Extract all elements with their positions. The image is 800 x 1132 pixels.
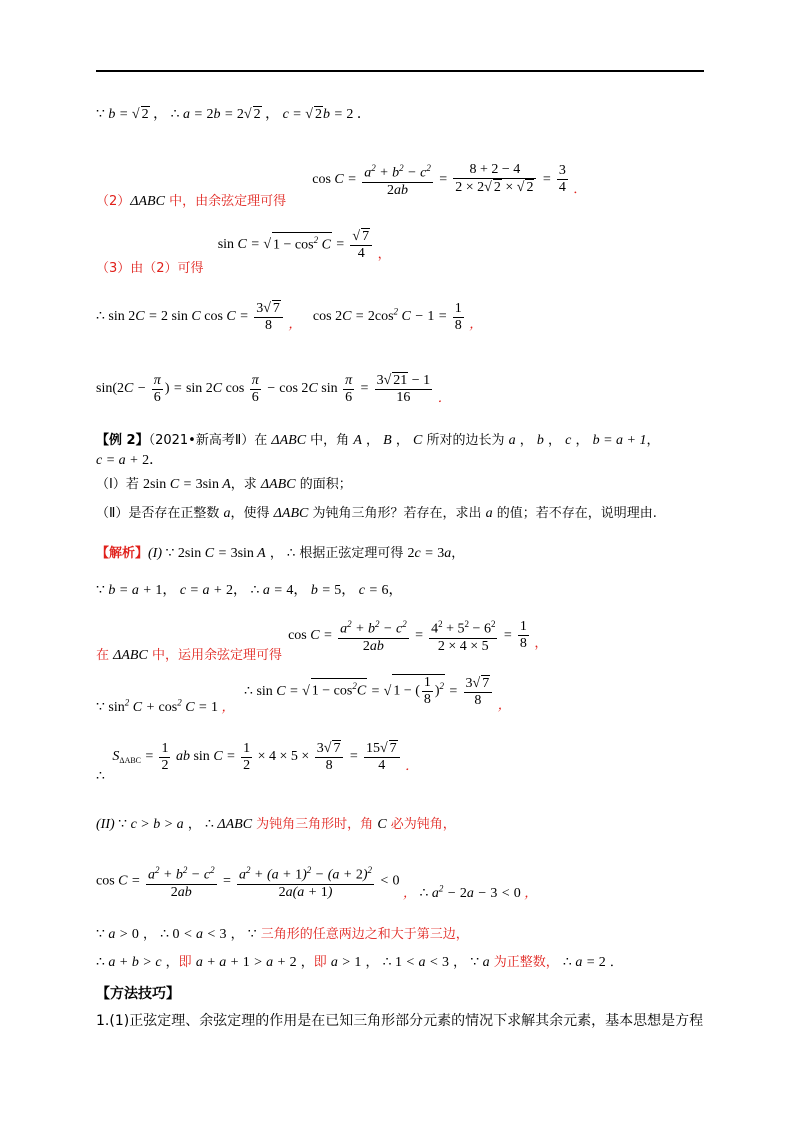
solution-5: ∴ $S_{\Delta ABC}$ = $\frac{1}{2}$ ab sin C = $\frac{1}{2}$ × 4 × 5 × $\frac{3√ 7}{8}$ = $\frac{15√ 7}{4}$ ． (96, 740, 419, 785)
solution-8: ∵ a > 0 ， ∴ 0 < a < 3 ， ∵ 三角形的任意两边之和大于第三边， (96, 927, 469, 942)
header-rule (96, 70, 704, 72)
example-title: 【例 2】（2021•新高考Ⅱ）在 ΔABC 中，角 A ， B ， C 所对的边长为 a ， b ， c ， b = a + 1， (96, 433, 660, 448)
tips-title: 【方法技巧】 (96, 986, 180, 1002)
line-1: ∵ b = √ 2 ， ∴ a = 2b = 2√ 2 ， c = √ 2b = 2 ． (96, 107, 371, 122)
solution-3: 在 ΔABC 中，运用余弦定理可得 cos C = $\frac{a^2 + b^2 - c^2}{2ab}$ = $\frac{4^2 + 5^2 - 6^2}{2 \times 4 \times 5}$ = $\frac{1}{8}$ ， (96, 616, 547, 655)
line-5: sin(2C − $\frac{\pi}{6}$ ) = sin 2C cos $\frac{\pi}{6}$ − cos 2C sin $\frac{\pi}{6}$ = $\frac{3√ 21 - 1}{16}$ ． (96, 372, 451, 407)
solution-1: 【解析】(I) ∵ 2sin C = 3sin A ， ∴ 根据正弦定理可得 2c = 3a， (96, 546, 465, 561)
solution-6: (II) ∵ c > b > a ， ∴ ΔABC 为钝角三角形时，角 C 必为钝角， (96, 817, 456, 832)
line-2: （2）ΔABC 中，由余弦定理可得 cos C = $\frac{a^2 + b^2 - c^2}{2ab}$ = $\frac{8 + 2 - 4}{2 \times 2√ 2 \times √ 2}$ = $\frac{3}{4}$ ． (96, 160, 586, 199)
question-2: （Ⅱ）是否存在正整数 a，使得 ΔABC 为钝角三角形？若存在，求出 a 的值；若不存在，说明理由. (96, 506, 657, 521)
tips-1: 1.(1)正弦定理、余弦定理的作用是在已知三角形部分元素的情况下求解其余元素，基本思想是方程 (96, 1013, 704, 1029)
solution-7: cos C = $\frac{a^2 + b^2 - c^2}{2ab}$ = $\frac{a^2 + (a + 1)^2 - (a + 2)^2}{2a(a + 1)}$ < 0 ， ∴ $a^2 - 2a - 3 < 0$ ， (96, 862, 537, 901)
example-title-cont: c = a + 2． (96, 453, 164, 468)
solution-2: ∵ b = a + 1， c = a + 2， ∴ a = 4， b = 5， c = 6， (96, 583, 403, 598)
question-1: （Ⅰ）若 2sin C = 3sin A，求 ΔABC 的面积； (96, 477, 352, 492)
solution-4: ∵ $\sin^2 C + \cos^2 C = 1$ ， ∴ sin C = √ $1 - \cos^2C$ = √ 1 − ( $\frac{1}{8}$ )$^2$ = $\frac{3√ 7}{8}$ ， (96, 675, 511, 715)
line-3: （3）由（2）可得 sin C = √ $1 - \cos^2 C$ = $\frac{√ 7}{4}$ ， (96, 229, 391, 277)
solution-9: ∴ a + b > c ，即 a + a + 1 > a + 2 ，即 a > 1 ， ∴ 1 < a < 3 ， ∵ a 为正整数， ∴ a = 2 ． (96, 955, 623, 970)
line-4: ∴ sin 2C = 2 sin C cos C = $\frac{3√ 7}{8}$ ， $\cos 2C = 2\cos^2$ C − 1 = $\frac{1}{8}$ ， (96, 300, 483, 333)
